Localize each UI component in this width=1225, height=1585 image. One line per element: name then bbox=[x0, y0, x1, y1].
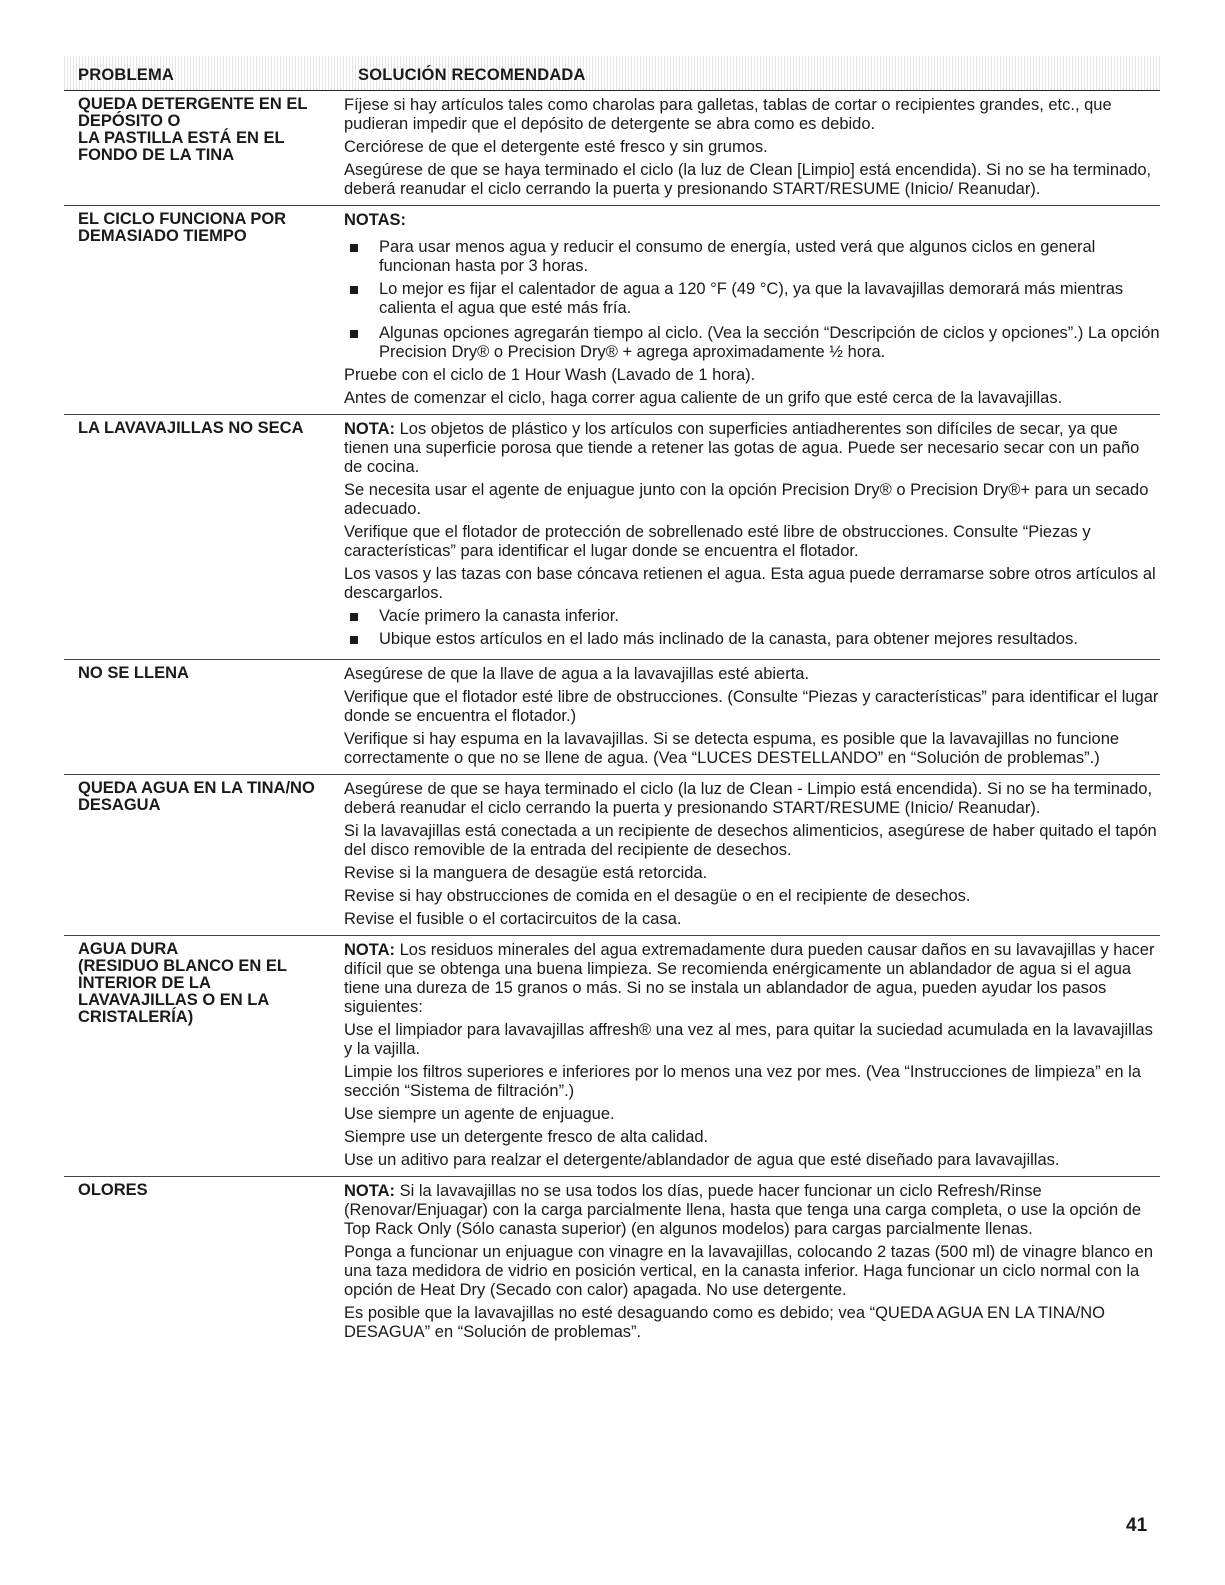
problem-cell bbox=[64, 1182, 344, 1342]
note-paragraph bbox=[344, 1182, 1160, 1239]
solution-cell bbox=[344, 665, 1160, 768]
problem-line: AGUA DURA bbox=[78, 940, 179, 958]
bullet-text: Para usar menos agua y reducir el consumo de energía, usted verá que algunos ciclos en general funcionan hasta por 3 horas. bbox=[379, 238, 1096, 275]
notes-label: NOTAS: bbox=[344, 211, 407, 229]
solution-paragraph: Asegúrese de que la llave de agua a la lavavajillas esté abierta. bbox=[344, 665, 810, 683]
square-bullet-icon bbox=[350, 613, 358, 621]
solution-paragraph: Asegúrese de que se haya terminado el ciclo (la luz de Clean - Limpio está encendida). Si no se ha terminado, deberá reanudar el ciclo cerrando la puerta y presionando START/RESUME (Inicio/ Reanudar). bbox=[344, 780, 1153, 817]
solution-paragraph: Revise si la manguera de desagüe está retorcida. bbox=[344, 864, 708, 882]
solution-paragraph: Verifique si hay espuma en la lavavajillas. Si se detecta espuma, es posible que la lavavajillas no funcione correctamente o que no se llene de agua. (Vea “LUCES DESTELLANDO” en “Solución de problemas”.) bbox=[344, 730, 1120, 767]
problem-line: DEMASIADO TIEMPO bbox=[78, 227, 247, 245]
table-row bbox=[64, 91, 1160, 206]
problem-cell bbox=[64, 211, 344, 408]
solution-paragraph: Verifique que el flotador de protección de sobrellenado esté libre de obstrucciones. Consulte “Piezas y características” para identificar el lugar donde se encuentra el flotador. bbox=[344, 523, 1091, 560]
note-text: Los objetos de plástico y los artículos con superficies antiadherentes son difíciles de secar, ya que tienen una superficie porosa que tiende a retener las gotas de agua. Puede ser necesario secar con un paño de cocina. bbox=[344, 420, 1140, 476]
problem-line: DESAGUA bbox=[78, 796, 161, 814]
solution-cell bbox=[344, 941, 1160, 1170]
note-paragraph bbox=[344, 420, 1160, 477]
solution-paragraph: Use siempre un agente de enjuague. bbox=[344, 1105, 615, 1123]
problem-line: INTERIOR DE LA bbox=[78, 974, 211, 992]
bullet-item bbox=[344, 280, 1160, 318]
solution-paragraph: Asegúrese de que se haya terminado el ciclo (la luz de Clean [Limpio] está encendida). Si no se ha terminado, deberá reanudar el ciclo cerrando la puerta y presionando START/RESUME (Inicio/ Reanudar). bbox=[344, 161, 1152, 198]
solution-paragraph: Use el limpiador para lavavajillas affresh® una vez al mes, para quitar la suciedad acumulada en la lavavajillas y la vajilla. bbox=[344, 1021, 1153, 1058]
solution-paragraph: Antes de comenzar el ciclo, haga correr agua caliente de un grifo que esté cerca de la lavavajillas. bbox=[344, 389, 1063, 407]
square-bullet-icon bbox=[350, 636, 358, 644]
problem-cell bbox=[64, 780, 344, 929]
problem-line: LAVAVAJILLAS O EN LA bbox=[78, 991, 270, 1009]
solution-paragraph: Limpie los filtros superiores e inferiores por lo menos una vez por mes. (Vea “Instrucciones de limpieza” en la sección “Sistema de filtración”.) bbox=[344, 1063, 1141, 1100]
bullet-item bbox=[344, 630, 1160, 649]
solution-paragraph: Siempre use un detergente fresco de alta calidad. bbox=[344, 1128, 709, 1146]
problem-cell bbox=[64, 941, 344, 1170]
solution-paragraph: Se necesita usar el agente de enjuague junto con la opción Precision Dry® o Precision Dry®+ para un secado adecuado. bbox=[344, 481, 1149, 518]
table-row bbox=[64, 936, 1160, 1177]
troubleshooting-table bbox=[64, 56, 1160, 1348]
note-text: Los residuos minerales del agua extremadamente dura pueden causar daños en su lavavajillas y hacer difícil que se obtenga una buena limpieza. Se recomienda enérgicamente un ablandador de agua si el agua tiene una dureza de 15 granos o más. Si no se instala un ablandador de agua, pueden ayudar los pasos siguientes: bbox=[344, 941, 1155, 1016]
bullet-text: Algunas opciones agregarán tiempo al ciclo. (Vea la sección “Descripción de ciclos y opciones”.) La opción Precision Dry® o Precision Dry® + agrega aproximadamente ½ hora. bbox=[379, 324, 1160, 361]
problem-cell bbox=[64, 420, 344, 653]
solution-paragraph: Revise el fusible o el cortacircuitos de la casa. bbox=[344, 910, 682, 928]
solution-cell bbox=[344, 420, 1160, 653]
solution-paragraph: Ponga a funcionar un enjuague con vinagre en la lavavajillas, colocando 2 tazas (500 ml) de vinagre blanco en una taza medidora de vidrio en posición vertical, en la canasta inferior. Haga funcionar un ciclo normal con la opción de Heat Dry (Secado con calor) apagada. No use detergente. bbox=[344, 1243, 1154, 1299]
solution-paragraph: Use un aditivo para realzar el detergente/ablandador de agua que esté diseñado para lavavajillas. bbox=[344, 1151, 1060, 1169]
table-row bbox=[64, 1177, 1160, 1348]
square-bullet-icon bbox=[350, 330, 358, 338]
note-label: NOTA: bbox=[344, 420, 396, 438]
problem-line: FONDO DE LA TINA bbox=[78, 146, 235, 164]
problem-line: OLORES bbox=[78, 1181, 148, 1199]
note-label: NOTA: bbox=[344, 941, 396, 959]
solution-paragraph: Revise si hay obstrucciones de comida en el desagüe o en el recipiente de desechos. bbox=[344, 887, 971, 905]
solution-paragraph: Cerciórese de que el detergente esté fresco y sin grumos. bbox=[344, 138, 768, 156]
note-text: Si la lavavajillas no se usa todos los días, puede hacer funcionar un ciclo Refresh/Rinse (Renovar/Enjuagar) con la carga parcialmente llena, hasta que tenga una carga completa, o use la opción de Top Rack Only (Sólo canasta superior) (en algunos modelos) para cargas parcialmente llenas. bbox=[344, 1182, 1142, 1238]
solution-cell bbox=[344, 96, 1160, 199]
header-problem: PROBLEMA bbox=[78, 66, 175, 84]
bullet-item bbox=[344, 324, 1160, 362]
square-bullet-icon bbox=[350, 244, 358, 252]
solution-paragraph: Es posible que la lavavajillas no esté desaguando como es debido; vea “QUEDA AGUA EN LA TINA/NO DESAGUA” en “Solución de problemas”. bbox=[344, 1304, 1105, 1341]
solution-paragraph: Pruebe con el ciclo de 1 Hour Wash (Lavado de 1 hora). bbox=[344, 366, 756, 384]
bullet-item bbox=[344, 238, 1160, 276]
problem-line: LA LAVAVAJILLAS NO SECA bbox=[78, 419, 304, 437]
problem-line: EL CICLO FUNCIONA POR bbox=[78, 210, 287, 228]
problem-line: QUEDA DETERGENTE EN EL bbox=[78, 95, 308, 113]
problem-line: QUEDA AGUA EN LA TINA/NO bbox=[78, 779, 315, 797]
table-header bbox=[64, 56, 1160, 91]
square-bullet-icon bbox=[350, 286, 358, 294]
solution-paragraph: Los vasos y las tazas con base cóncava retienen el agua. Esta agua puede derramarse sobre otros artículos al descargarlos. bbox=[344, 565, 1156, 602]
problem-line: CRISTALERÍA) bbox=[78, 1008, 194, 1026]
table-row bbox=[64, 775, 1160, 936]
bullet-item bbox=[344, 607, 1160, 626]
problem-line: LA PASTILLA ESTÁ EN EL bbox=[78, 129, 285, 147]
solution-paragraph: Si la lavavajillas está conectada a un recipiente de desechos alimenticios, asegúrese de haber quitado el tapón del disco removible de la entrada del recipiente de desechos. bbox=[344, 822, 1157, 859]
bullet-text: Lo mejor es fijar el calentador de agua a 120 °F (49 °C), ya que la lavavajillas demorará más mientras calienta el agua que esté más fría. bbox=[379, 280, 1124, 317]
problem-line: (RESIDUO BLANCO EN EL bbox=[78, 957, 288, 975]
table-row bbox=[64, 206, 1160, 415]
table-row bbox=[64, 415, 1160, 660]
solution-cell bbox=[344, 211, 1160, 408]
header-solution: SOLUCIÓN RECOMENDADA bbox=[358, 66, 586, 84]
solution-cell bbox=[344, 1182, 1160, 1342]
problem-line: NO SE LLENA bbox=[78, 664, 189, 682]
solution-paragraph: Fíjese si hay artículos tales como charolas para galletas, tablas de cortar o recipientes grandes, etc., que pudieran impedir que el depósito de detergente se abra como es debido. bbox=[344, 96, 1112, 133]
problem-line: DEPÓSITO O bbox=[78, 112, 181, 130]
table-row bbox=[64, 660, 1160, 775]
note-label: NOTA: bbox=[344, 1182, 396, 1200]
page-number: 41 bbox=[1126, 1515, 1148, 1536]
solution-cell bbox=[344, 780, 1160, 929]
problem-cell bbox=[64, 665, 344, 768]
bullet-text: Ubique estos artículos en el lado más inclinado de la canasta, para obtener mejores resultados. bbox=[379, 630, 1078, 648]
note-paragraph bbox=[344, 941, 1160, 1017]
problem-cell bbox=[64, 96, 344, 199]
solution-paragraph: Verifique que el flotador esté libre de obstrucciones. (Consulte “Piezas y características” para identificar el lugar donde se encuentra el flotador.) bbox=[344, 688, 1159, 725]
bullet-text: Vacíe primero la canasta inferior. bbox=[379, 607, 619, 625]
